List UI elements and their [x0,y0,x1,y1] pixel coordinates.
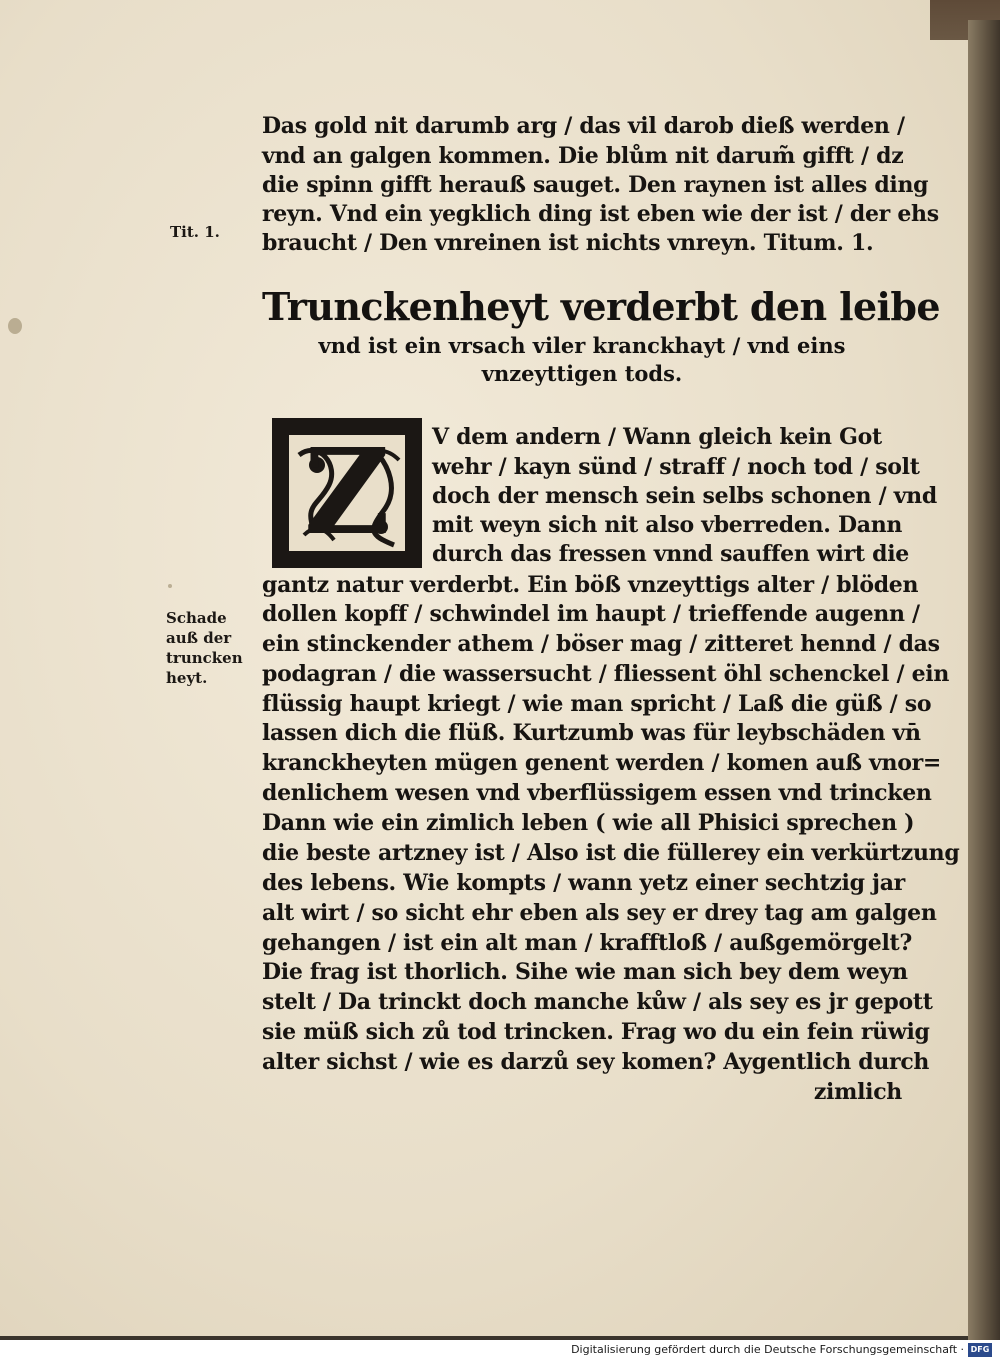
decorated-initial [272,418,422,568]
margin-note-line: truncken [166,649,243,667]
initial-frame [287,433,407,553]
page-blemish [8,318,22,334]
body-line: lassen dich die flüß. Kurtzumb was für leybschäden vn̄ [262,720,921,746]
body-line: flüssig haupt kriegt / wie man spricht / Laß die güß / so [262,691,932,717]
margin-note-line: Schade [166,609,227,627]
body-line: stelt / Da trinckt doch manche kůw / als sey es jr gepott [262,989,933,1015]
body-line: wehr / kayn sünd / straff / noch tod / solt [432,454,920,480]
dfg-logo: DFG [968,1343,992,1357]
body-line: kranckheyten mügen genent werden / komen auß vnor= [262,750,942,776]
body-line: denlichem wesen vnd vberflüssigem essen vnd trincken [262,780,932,806]
body-line: sie müß sich zů tod trincken. Frag wo du ein fein rüwig [262,1019,930,1045]
chapter-heading: Trunckenheyt verderbt den leibe [262,284,940,329]
body-line: die spinn gifft herauß sauget. Den raynen ist alles ding [262,172,929,198]
page-blemish [168,584,172,588]
body-line: des lebens. Wie kompts / wann yetz einer sechtzig jar [262,870,905,896]
page-edge [968,20,1000,1340]
body-line: ein stinckender athem / böser mag / zitteret hennd / das [262,631,940,657]
body-line: dollen kopff / schwindel im haupt / trieffende augenn / [262,601,920,627]
body-line: doch der mensch sein selbs schonen / vnd [432,483,937,509]
body-line: alter sichst / wie es darzů sey komen? Aygentlich durch [262,1049,930,1075]
body-line: alt wirt / so sicht ehr eben als sey er drey tag am galgen [262,900,937,926]
body-line: Das gold nit darumb arg / das vil darob dieß werden / [262,113,905,139]
catchword: zimlich [813,1079,902,1105]
margin-note-reference: Tit. 1. [170,223,220,241]
body-line: reyn. Vnd ein yegklich ding ist eben wie der ist / der ehs [262,201,939,227]
body-line: gantz natur verderbt. Ein böß vnzeyttigs alter / blöden [262,572,919,598]
body-line: Dann wie ein zimlich leben ( wie all Phisici sprechen ) [262,810,915,836]
margin-note-line: auß der [166,629,232,647]
body-line: podagran / die wassersucht / fliessent öhl schenckel / ein [262,661,950,687]
chapter-subheading: vnzeyttigen tods. [481,361,683,386]
body-line: vnd an galgen kommen. Die blům nit darum̃ gifft / dz [262,143,904,169]
body-line: mit weyn sich nit also vberreden. Dann [432,512,903,538]
body-line: durch das fressen vnnd sauffen wirt die [432,541,909,567]
digitization-footer [0,1340,1000,1362]
chapter-subheading: vnd ist ein vrsach viler kranckhayt / vnd eins [318,333,846,358]
body-line: Die frag ist thorlich. Sihe wie man sich bey dem weyn [262,959,908,985]
initial-letter: Z [303,433,391,553]
body-line: die beste artzney ist / Also ist die füllerey ein verkürtzung [262,840,960,866]
body-line: braucht / Den vnreinen ist nichts vnreyn. Titum. 1. [262,230,874,256]
margin-note-line: heyt. [166,669,208,687]
footer-credit-text: Digitalisierung gefördert durch die Deutsche Forschungsgemeinschaft · [571,1343,964,1356]
body-line: V dem andern / Wann gleich kein Got [432,424,882,450]
body-line: gehangen / ist ein alt man / krafftloß / außgemörgelt? [262,930,912,956]
